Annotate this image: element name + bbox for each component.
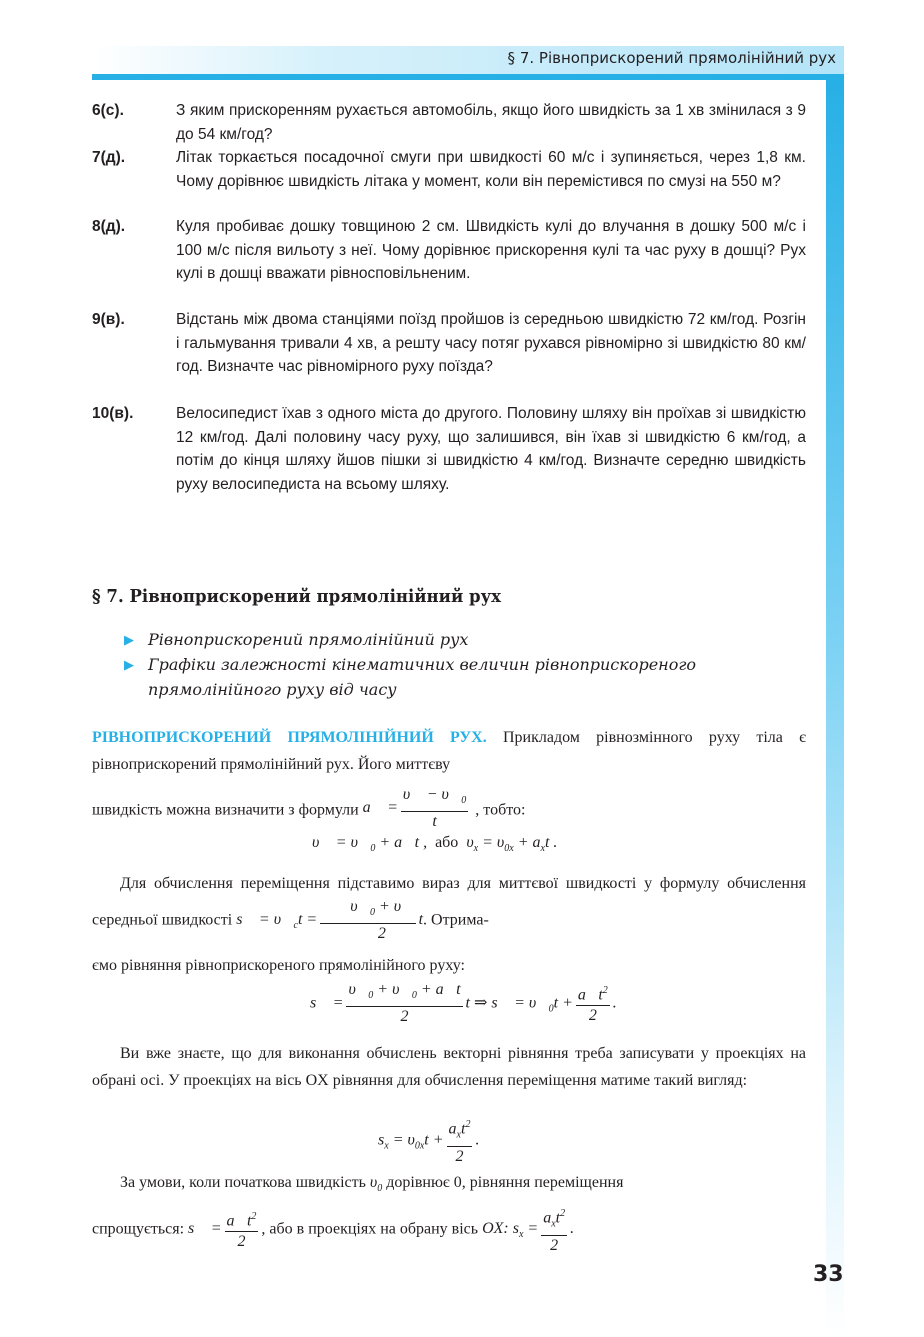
problem-number: 7(д). [92,149,126,166]
simplified-vector-formula: s⃗ = $\frac{a⃗t^2}{2}$ [188,1220,261,1237]
problem-number: 10(в). [92,405,134,422]
problem-8 [92,215,806,286]
paragraph-projections: Ви вже знаєте, що для виконання обчислень векторні рівняння треба записувати у проекціях на обрані осі. У проекціях на вісь OX рівняння для обчислення переміщення матиме такий вигляд: [92,1045,806,1089]
problem-number: 8(д). [92,218,126,235]
projection-equation: $s_x = \upsilon_{0x}t$ + $\frac{a_xt^2}{2}$ . [378,1115,479,1167]
problem-number: 6(с). [92,102,124,119]
outline-item: ▶ Рівноприскорений прямолінійний рух [120,627,810,652]
running-header-title: § 7. Рівноприскорений прямолінійний рух [507,49,836,67]
triangle-bullet-icon: ▶ [124,633,134,648]
side-accent-bar [826,80,844,1337]
problem-text: З яким прискоренням рухається автомобіль, якщо його швидкість за 1 хв змінилася з 9 до 54 км/год? [176,102,806,143]
problem-7 [92,146,806,193]
paragraph-formula-intro: швидкість можна визначити з формули a⃗ = $\frac{\upsilon⃗ - \upsilon⃗_0}{t}$ , тобто: [92,786,526,831]
displacement-equation: s⃗ = $\frac{\upsilon⃗_0 + \upsilon⃗_0 + a⃗t}{2}$ t ⇒ s⃗ = $\upsilon⃗_0t$ + $\frac{a⃗t^2}{2}$ . [310,981,617,1026]
problem-number: 9(в). [92,311,125,328]
paragraph-displacement: Для обчислення переміщення підставимо вираз для миттєвої швидкості у формулу обчислення середньої швидкості s⃗ = $\upsilon⃗_ct$ = $\frac{\upsilon⃗_0 + \upsilon⃗}{2}$ t. Отрима- [92,875,806,943]
problem-10 [92,402,806,496]
paragraph-simplified: спрощується: s⃗ = $\frac{a⃗t^2}{2}$ , або в проекціях на обрану вісь OX: $s_x$ = $\frac{a_xt^2}{2}$ . [92,1204,806,1256]
header-underline [92,74,844,80]
problem-6 [92,99,806,146]
paragraph-intro: РІВНОПРИСКОРЕНИЙ ПРЯМОЛІНІЙНИЙ РУХ. Прикладом рівнозмінного руху тіла є рівноприскорений прямолінійний рух. Його миттєву [92,729,806,773]
average-velocity-formula: s⃗ = $\upsilon⃗_ct$ = $\frac{\upsilon⃗_0 + \upsilon⃗}{2}$ t [236,898,424,943]
problem-text: Відстань між двома станціями поїзд пройшов із середньою швидкістю 72 км/год. Розгін і гальмування тривали 4 хв, а решту часу потяг рухався рівномірно зі швидкістю 80 км/год. Визначте час рівномірного руху поїзда? [176,311,806,375]
acceleration-formula: a⃗ = $\frac{\upsilon⃗ - \upsilon⃗_0}{t}$ [362,786,467,831]
simplified-projection-formula: $s_x$ = $\frac{a_xt^2}{2}$ . [513,1220,574,1237]
outline-item: ▶ Графіки залежності кінематичних величин рівноприскореного прямолінійного руху від часу [124,655,697,699]
problem-text: Куля пробиває дошку товщиною 2 см. Швидкість кулі до влучання в дошку 500 м/с і 100 м/с після вильоту з неї. Чому дорівнює прискорення кулі та час руху в дошці? Рух кулі в дошці вважати рівносповільненим. [176,218,806,282]
velocity-equation: υ⃗ = $\upsilon⃗_0$ + a⃗t , або $\upsilon_x = \upsilon_{0x} + a_xt$ . [312,834,558,855]
problem-text: Літак торкається посадочної смуги при швидкості 60 м/с і зупиняється, через 1,8 км. Чому дорівнює швидкість літака у момент, коли він перемістився по смузі на 550 м? [176,149,806,190]
paragraph-zero-velocity: За умови, коли початкова швидкість $\upsilon_0$ дорівнює 0, рівняння переміщення [120,1174,624,1195]
triangle-bullet-icon: ▶ [124,658,134,673]
problem-9 [92,308,806,379]
problem-text: Велосипедист їхав з одного міста до другого. Половину шляху він проїхав зі швидкістю 12 км/год. Далі половину часу руху, що залишився, він їхав зі швидкістю 6 км/год, а потім до кінця шляху йшов пішки зі швидкістю 4 км/год. Визначте середню швидкість руху велосипедиста на всьому шляху. [176,405,806,493]
page-number: 33 [813,1262,844,1287]
section-outline [120,627,810,702]
section-title: § 7. Рівноприскорений прямолінійний рух [92,586,502,607]
section-keyword: РІВНОПРИСКОРЕНИЙ ПРЯМОЛІНІЙНИЙ РУХ. [92,729,487,746]
paragraph-displacement-end: ємо рівняння рівноприскореного прямолінійного руху: [92,957,465,974]
